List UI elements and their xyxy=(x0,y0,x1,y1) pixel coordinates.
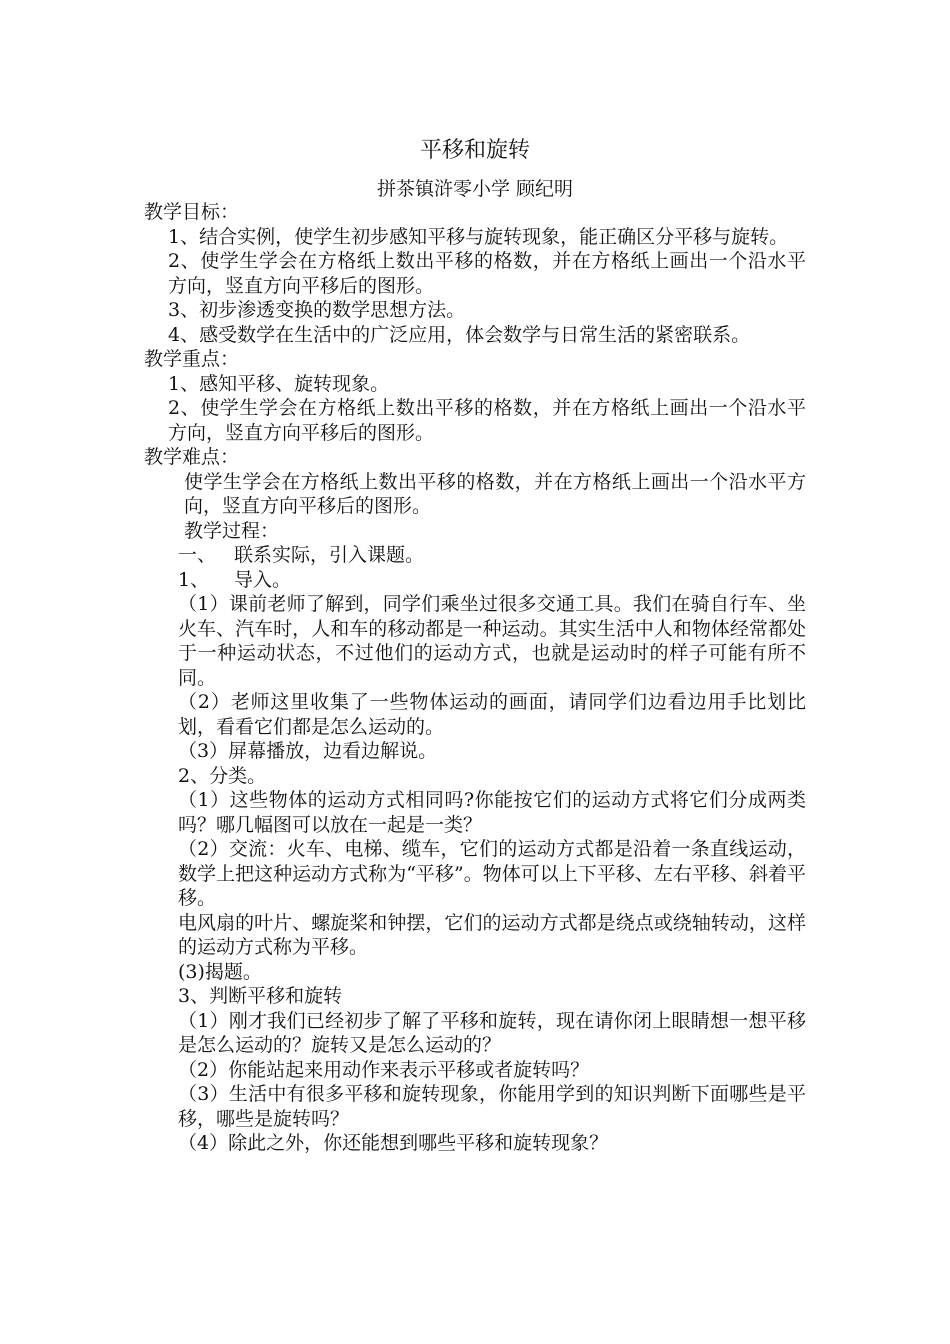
key-item: 2、使学生学会在方格纸上数出平移的格数，并在方格纸上画出一个沿水平方向，竖直方向平移后的图形。 xyxy=(168,397,806,444)
doc-author: 拼茶镇浒零小学 顾纪明 xyxy=(376,178,574,200)
sub-3-heading: 3、判断平移和旋转 xyxy=(178,985,343,1007)
key-item: 1、感知平移、旋转现象。 xyxy=(168,372,390,395)
paragraph: （1）这些物体的运动方式相同吗?你能按它们的运动方式将它们分成两类吗？哪几幅图可以放在一起是一类？ xyxy=(178,789,806,836)
section-1-text: 联系实际，引入课题。 xyxy=(234,544,425,566)
sub-1-number: 1、 xyxy=(178,568,210,591)
paragraph: （2）老师这里收集了一些物体运动的画面，请同学们边看边用手比划比划，看看它们都是怎么运动的。 xyxy=(178,691,806,738)
diff-heading: 教学难点： xyxy=(144,446,240,468)
process-heading: 教学过程： xyxy=(184,519,280,542)
goal-item: 4、感受数学在生活中的广泛应用，体会数学与日常生活的紧密联系。 xyxy=(168,323,751,346)
goals-heading: 教学目标： xyxy=(144,201,240,223)
goal-item: 3、初步渗透变换的数学思想方法。 xyxy=(168,299,466,321)
paragraph: （1）课前老师了解到，同学们乘坐过很多交通工具。我们在骑自行车、坐火车、汽车时，人和车的移动都是一种运动。其实生活中人和物体经常都处于一种运动状态，不过他们的运动方式，也就是运动时的样子可能有所不同。 xyxy=(178,593,806,689)
paragraph: （3）生活中有很多平移和旋转现象，你能用学到的知识判断下面哪些是平移，哪些是旋转吗？ xyxy=(178,1083,806,1130)
doc-body xyxy=(144,200,806,1156)
paragraph: （1）刚才我们已经初步了解了平移和旋转，现在请你闭上眼睛想一想平移是怎么运动的？旋转又是怎么运动的？ xyxy=(178,1009,806,1056)
process-content xyxy=(144,543,806,1156)
section-1-heading xyxy=(178,543,806,568)
sub-2-heading: 2、分类。 xyxy=(178,764,267,787)
doc-title: 平移和旋转 xyxy=(419,138,530,163)
key-heading: 教学重点： xyxy=(144,348,240,370)
diff-text: 使学生学会在方格纸上数出平移的格数，并在方格纸上画出一个沿水平方向，竖直方向平移后的图形。 xyxy=(184,470,806,517)
section-1-number: 一、 xyxy=(178,544,217,566)
paragraph: 电风扇的叶片、螺旋桨和钟摆，它们的运动方式都是绕点或绕轴转动，这样的运动方式称为平移。 xyxy=(178,911,806,958)
sub-1-text: 导入。 xyxy=(234,568,292,591)
paragraph: （3）屏幕播放，边看边解说。 xyxy=(178,740,438,762)
sub-1-heading xyxy=(178,568,806,593)
paragraph: （4）除此之外，你还能想到哪些平移和旋转现象？ xyxy=(178,1132,609,1154)
goal-item: 2、使学生学会在方格纸上数出平移的格数，并在方格纸上画出一个沿水平方向，竖直方向平移后的图形。 xyxy=(168,250,806,297)
paragraph: (3)揭题。 xyxy=(178,960,262,983)
paragraph: （2）你能站起来用动作来表示平移或者旋转吗？ xyxy=(178,1058,590,1081)
goal-item: 1、结合实例，使学生初步感知平移与旋转现象，能正确区分平移与旋转。 xyxy=(168,225,789,248)
paragraph: （2）交流：火车、电梯、缆车，它们的运动方式都是沿着一条直线运动，数学上把这种运动方式称为“平移”。物体可以上下平移、左右平移、斜着平移。 xyxy=(178,838,806,909)
